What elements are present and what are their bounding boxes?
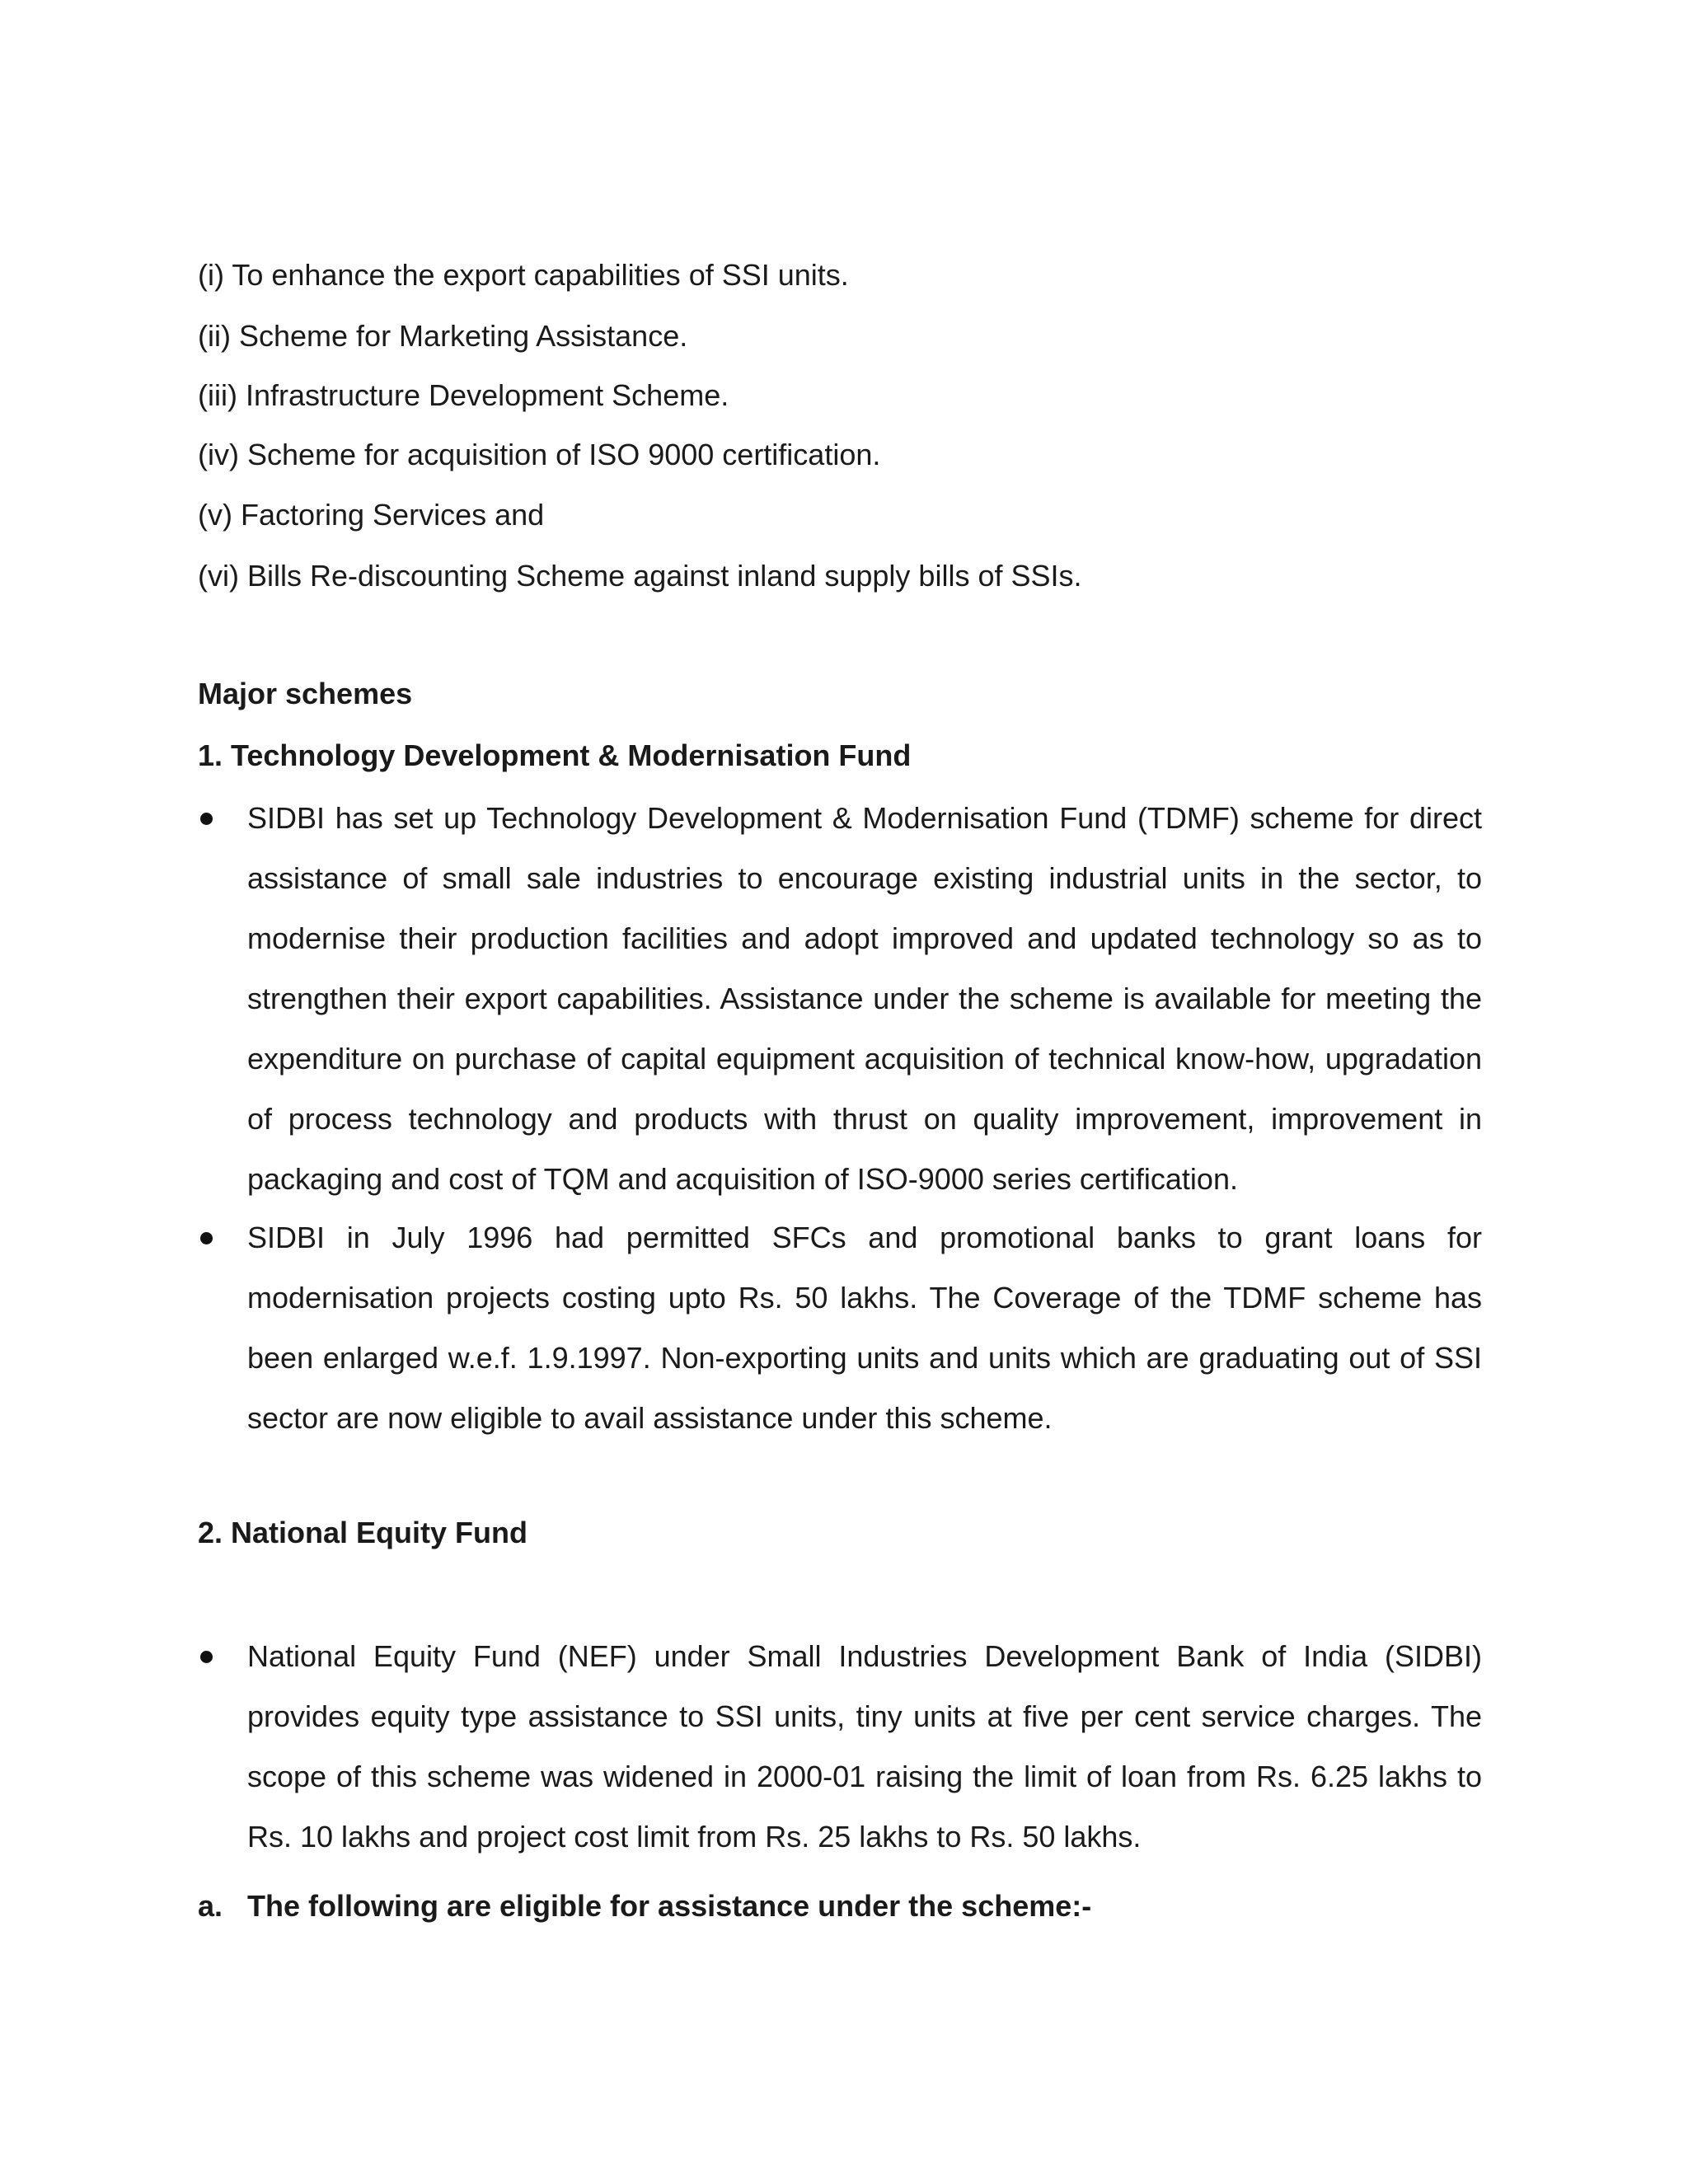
section-2-bullet-1: National Equity Fund (NEF) under Small Industries Development Bank of India (SIDBI) provides equity type assistance to SSI units, tiny units at five per cent service charges. The scope of this scheme was widened in 2000-01 raising the limit of loan from Rs. 6.25 lakhs to Rs. 10 lakhs and project cost limit from Rs. 25 lakhs to Rs. 50 lakhs. <box>247 1639 1482 1854</box>
intro-list-item: (v) Factoring Services and <box>198 498 545 532</box>
major-schemes-heading: Major schemes <box>198 677 413 710</box>
intro-list-item: (iii) Infrastructure Development Scheme. <box>198 378 729 412</box>
section-1-heading: 1. Technology Development & Modernisation Fund <box>198 738 912 772</box>
section-1-bullet-2: SIDBI in July 1996 had permitted SFCs and promotional banks to grant loans for modernisation projects costing upto Rs. 50 lakhs. The Coverage of the TDMF scheme has been enlarged w.e.f. 1.9.1997. Non-exporting units and units which are graduating out of SSI sector are now eligible to avail assistance under this scheme. <box>247 1221 1482 1435</box>
bullet-icon <box>200 1232 213 1244</box>
bullet-icon <box>200 813 213 825</box>
bullet-icon <box>200 1651 213 1663</box>
intro-list-item: (ii) Scheme for Marketing Assistance. <box>198 319 688 353</box>
section-2-heading: 2. National Equity Fund <box>198 1516 528 1549</box>
sub-item-marker: a. <box>198 1889 223 1923</box>
sub-item-heading: The following are eligible for assistance under the scheme:- <box>247 1889 1092 1923</box>
intro-list-item: (iv) Scheme for acquisition of ISO 9000 certification. <box>198 438 881 471</box>
section-1-bullet-1: SIDBI has set up Technology Development & Modernisation Fund (TDMF) scheme for direct assistance of small sale industries to encourage existing industrial units in the sector, to modernise their production facilities and adopt improved and updated technology so as to strengthen their export capabilities. Assistance under the scheme is available for meeting the expenditure on purchase of capital equipment acquisition of technical know-how, upgradation of process technology and products with thrust on quality improvement, improvement in packaging and cost of TQM and acquisition of ISO-9000 series certification. <box>247 801 1482 1196</box>
intro-list-item: (vi) Bills Re-discounting Scheme against inland supply bills of SSIs. <box>198 559 1082 593</box>
intro-list-item: (i) To enhance the export capabilities of SSI units. <box>198 258 849 292</box>
